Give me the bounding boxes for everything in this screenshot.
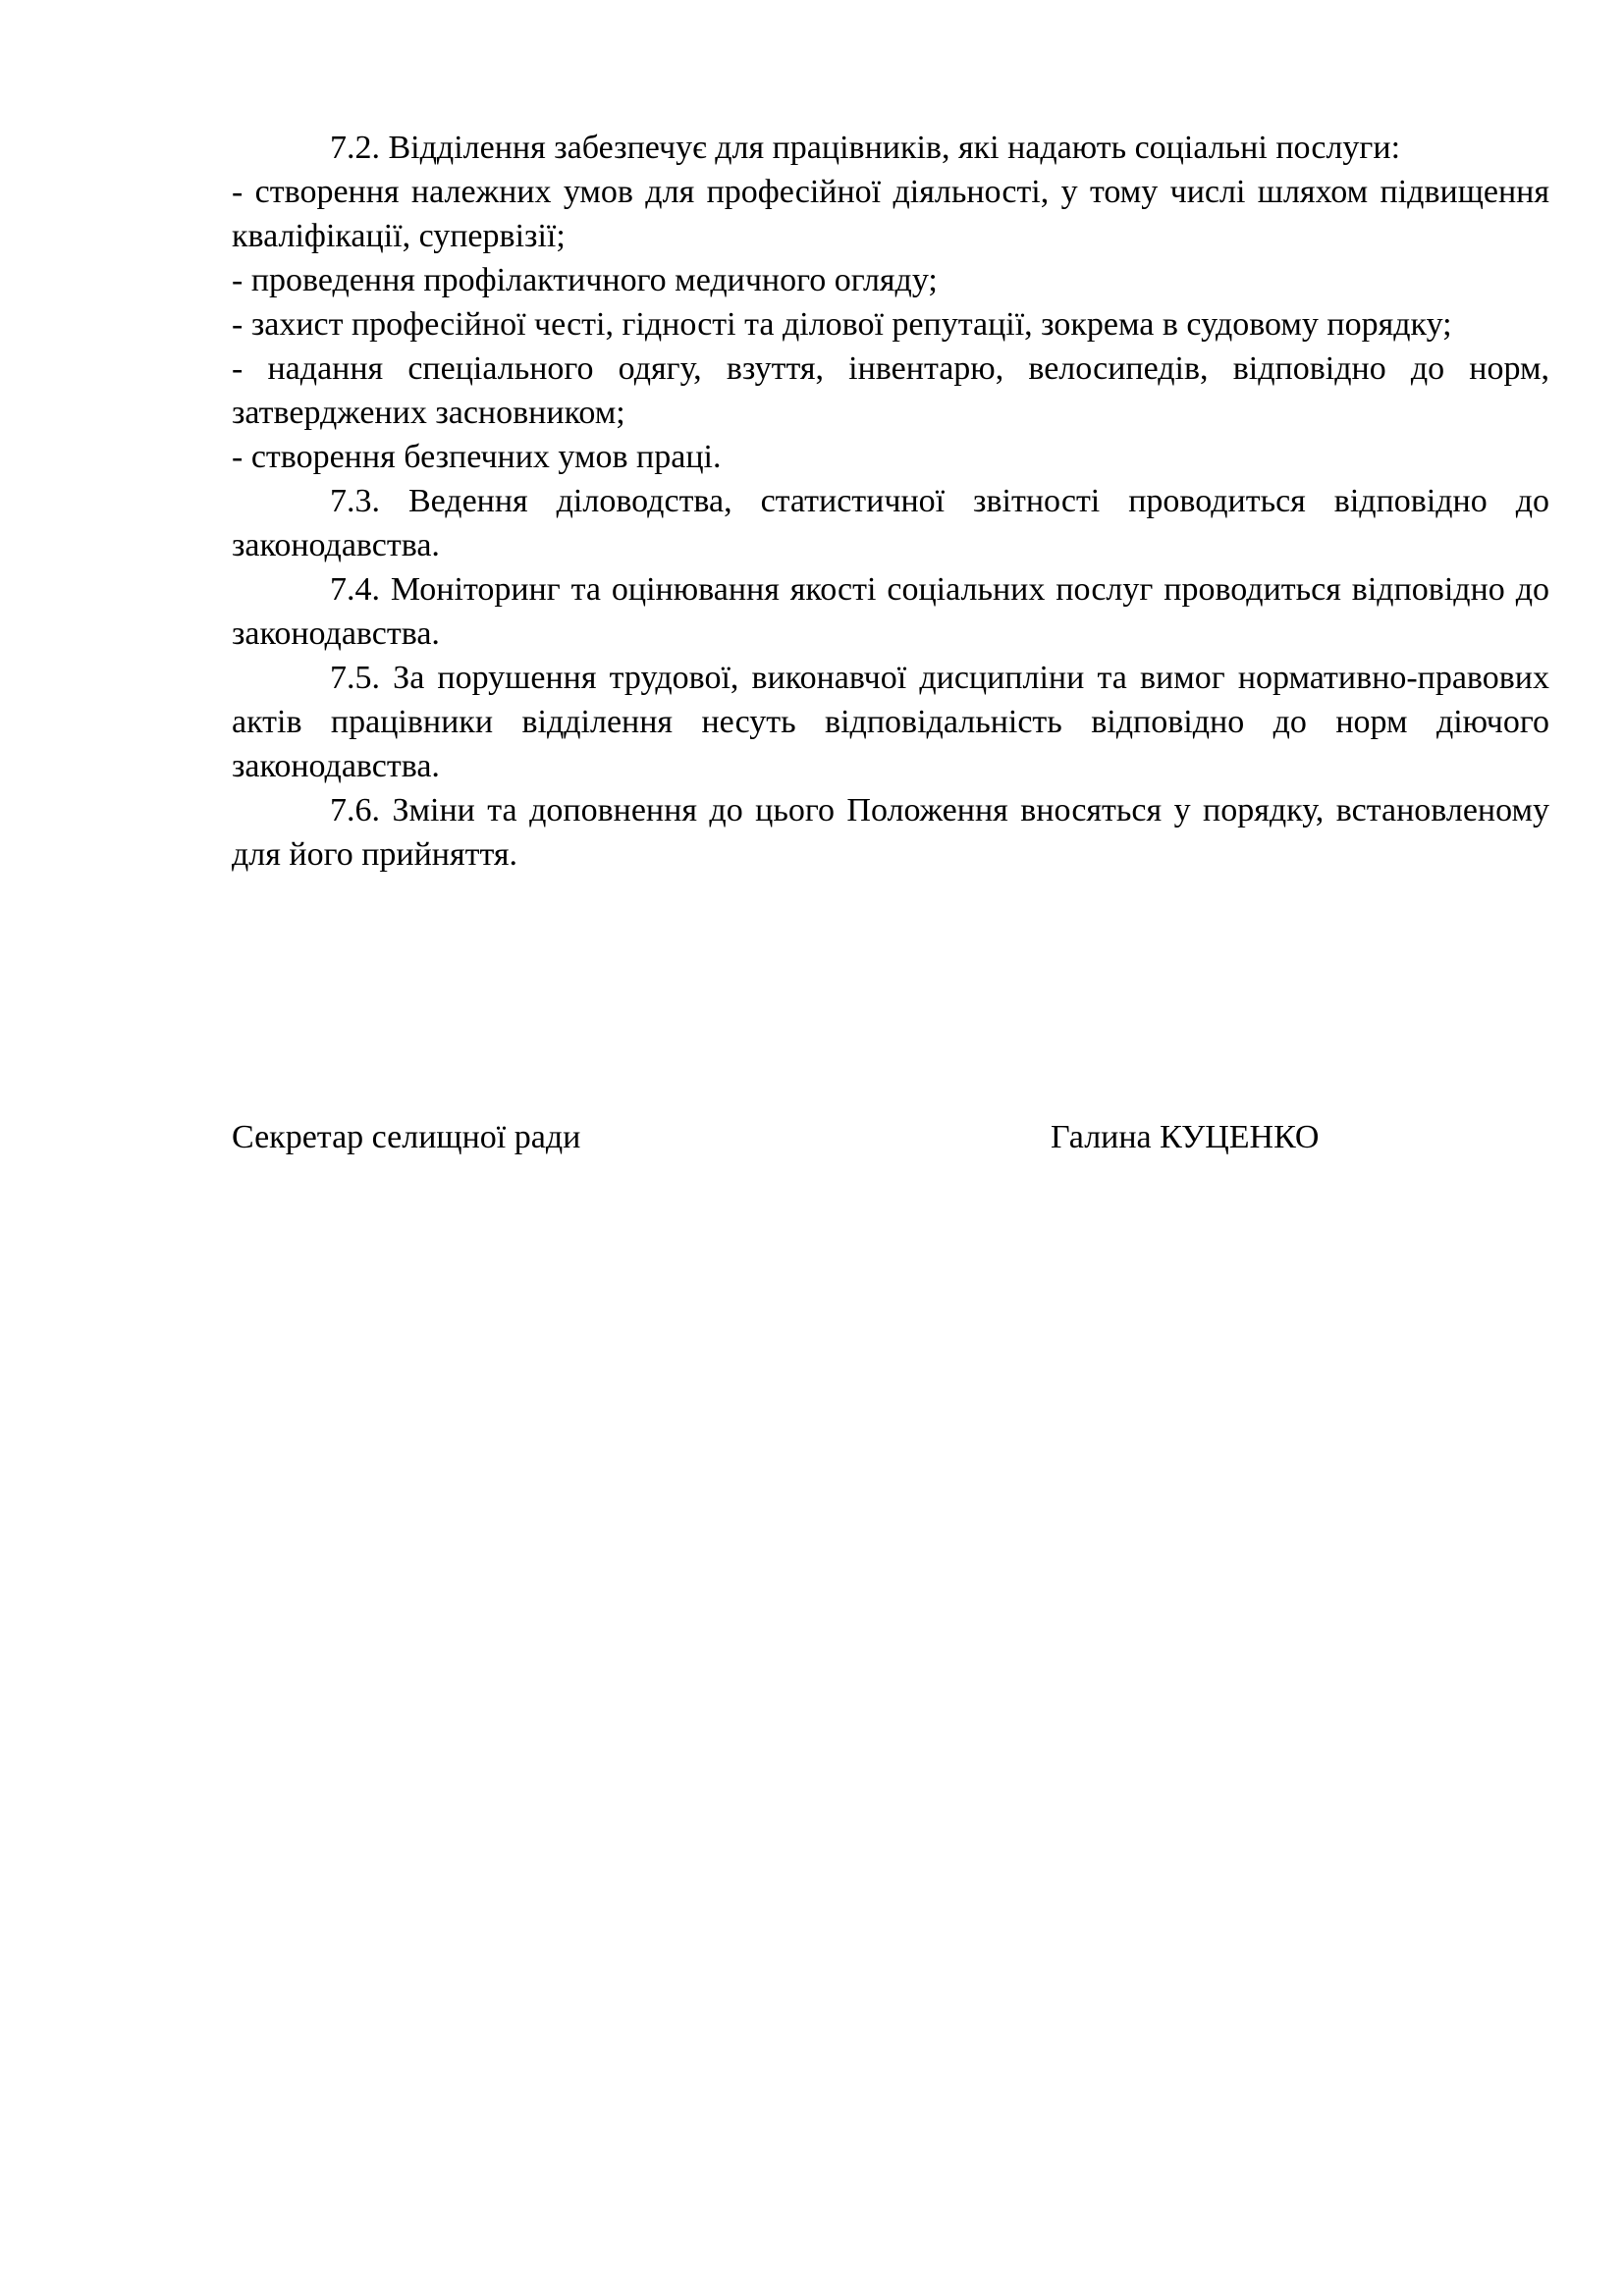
list-item-honor-protection: - захист професійної честі, гідності та ділової репутації, зокрема в судовому порядку; [232,306,1452,343]
paragraph-7-4: 7.4. Моніторинг та оцінювання якості соціальних послуг проводиться відповідно до законодавства. [232,571,1549,652]
paragraph-7-3: 7.3. Ведення діловодства, статистичної звітності проводиться відповідно до законодавства. [232,483,1549,563]
signature-name: Галина КУЦЕНКО [1051,1119,1320,1155]
paragraph-7-5: 7.5. За порушення трудової, виконавчої дисципліни та вимог нормативно-правових актів працівники відділення несуть відповідальність відповідно до норм діючого законодавства. [232,660,1549,784]
list-item-safe-conditions: - створення безпечних умов праці. [232,439,722,475]
paragraph-7-6: 7.6. Зміни та доповнення до цього Положення вносяться у порядку, встановленому для його прийняття. [232,792,1549,873]
list-item-working-conditions: - створення належних умов для професійної діяльності, у тому числі шляхом підвищення кваліфікації, супервізії; [232,174,1549,254]
signature-block [232,1115,1549,1164]
list-item-medical-exam: - проведення профілактичного медичного огляду; [232,262,938,298]
list-item-special-clothing: - надання спеціального одягу, взуття, інвентарю, велосипедів, відповідно до норм, затверджених засновником; [232,350,1549,431]
signature-role: Секретар селищної ради [232,1119,581,1155]
document-body [232,126,1549,877]
paragraph-7-2: 7.2. Відділення забезпечує для працівників, які надають соціальні послуги: [330,130,1401,166]
